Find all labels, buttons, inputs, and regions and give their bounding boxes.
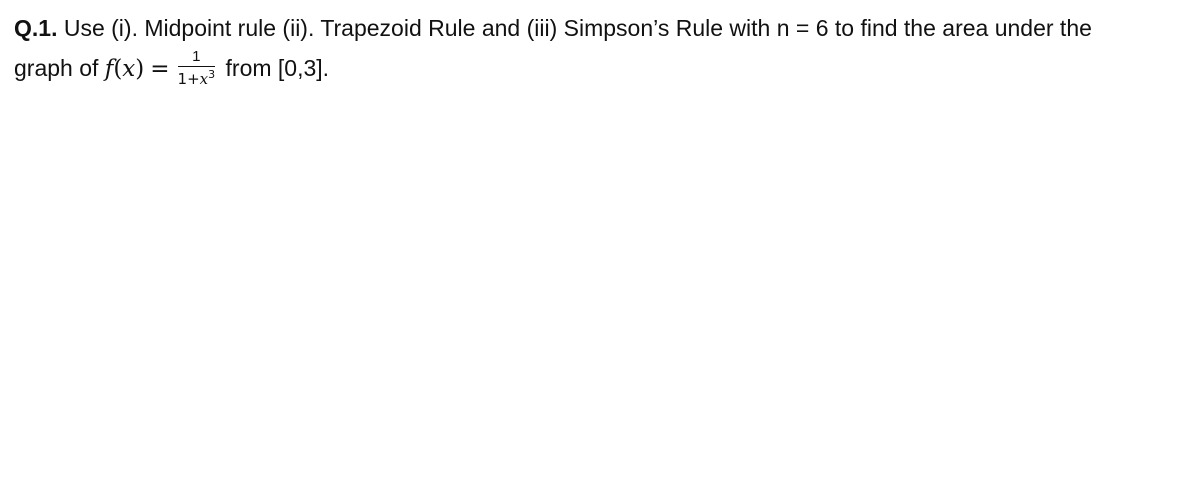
denominator-exponent: 3 (208, 67, 216, 81)
function-symbol: f (104, 56, 114, 82)
equals-sign: = (150, 56, 170, 82)
question-line-2 (14, 48, 1194, 88)
denominator-variable: x (199, 69, 209, 88)
fraction-numerator: 1 (178, 49, 216, 67)
fraction-denominator (178, 67, 216, 87)
question-block (14, 8, 1194, 88)
denominator-base: 1+ (177, 69, 200, 88)
question-text-suffix: from [0,3]. (219, 55, 330, 81)
question-text-line-1: Use (i). Midpoint rule (ii). Trapezoid Rule and (iii) Simpson’s Rule with n = 6 to find the area under the (57, 15, 1092, 41)
question-text-prefix: graph of (14, 55, 105, 81)
question-number: Q.1. (14, 15, 58, 41)
function-close-paren: ) (135, 56, 145, 82)
question-line-1 (14, 8, 1194, 48)
function-open-paren: ( (113, 56, 123, 82)
function-name (105, 56, 144, 82)
function-fraction (178, 49, 216, 87)
function-variable: x (122, 56, 136, 82)
